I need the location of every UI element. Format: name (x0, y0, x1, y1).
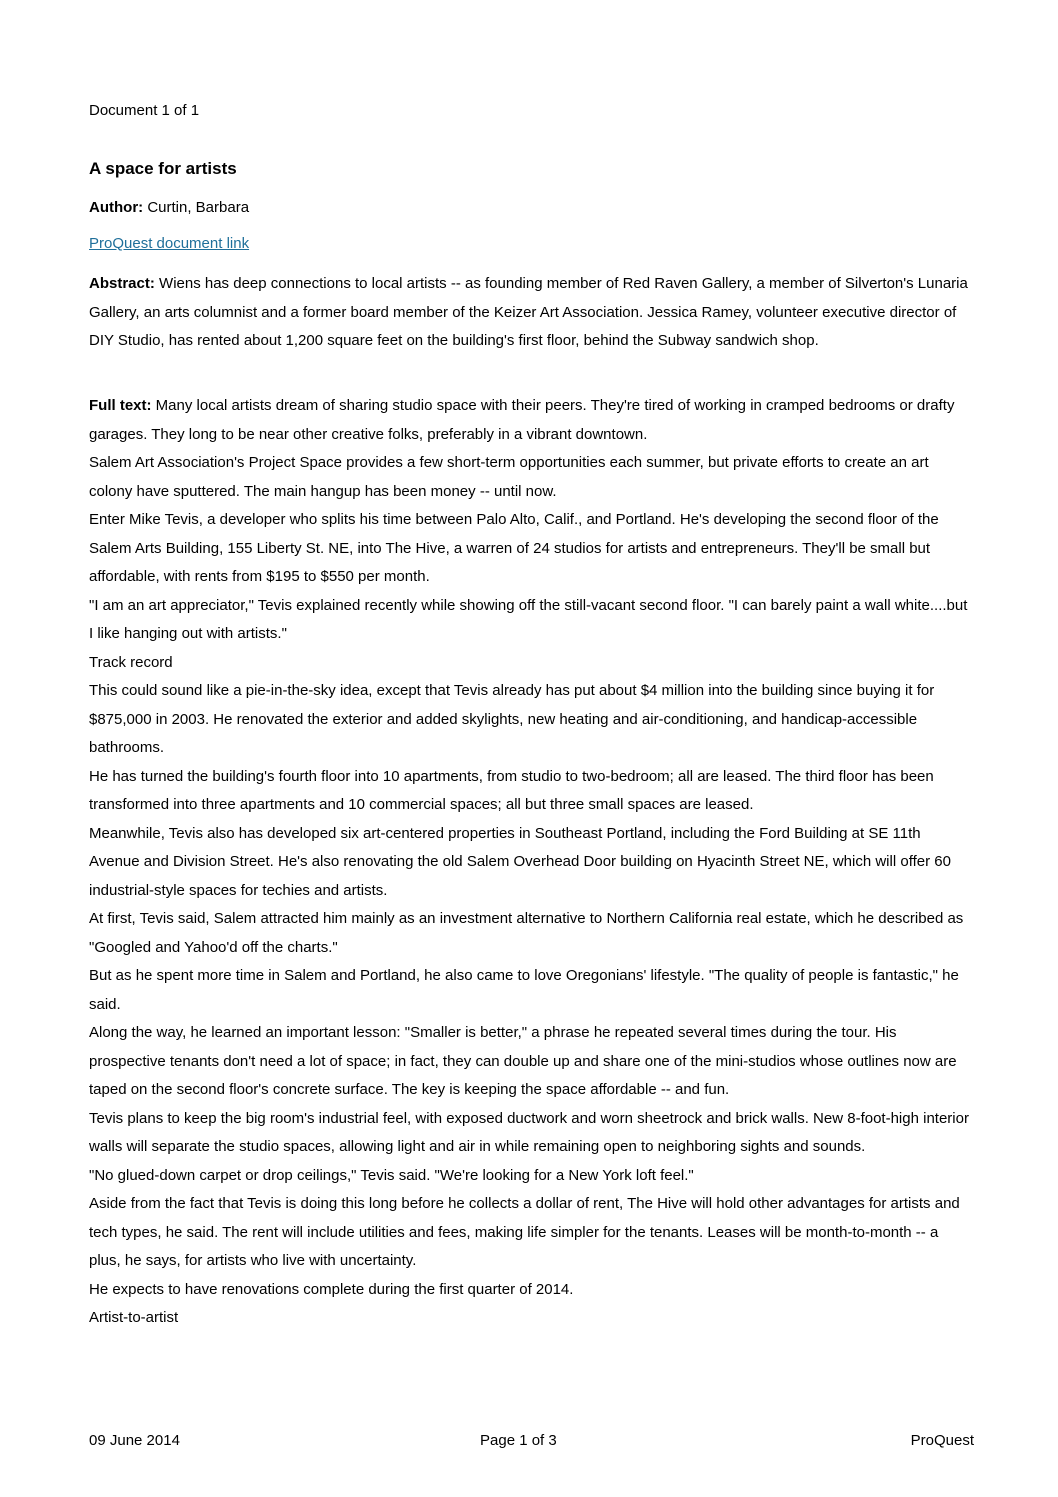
paragraph-text: Many local artists dream of sharing studio space with their peers. They're tired of working in cramped bedrooms or drafty garages. They long to be near other creative folks, preferably in a vibrant downtown. (89, 397, 955, 443)
full-text (89, 392, 974, 1333)
paragraph: Enter Mike Tevis, a developer who splits his time between Palo Alto, Calif., and Portland. He's developing the second floor of the Salem Arts Building, 155 Liberty St. NE, into The Hive, a warren of 24 studios for artists and entrepreneurs. They'll be small but affordable, with rents from $195 to $550 per month. (89, 511, 939, 585)
document-page (89, 0, 974, 1497)
paragraph (89, 392, 974, 449)
paragraph: At first, Tevis said, Salem attracted him mainly as an investment alternative to Northern California real estate, which he described as "Googled and Yahoo'd off the charts." (89, 910, 964, 956)
paragraph: Meanwhile, Tevis also has developed six art-centered properties in Southeast Portland, including the Ford Building at SE 11th Avenue and Division Street. He's also renovating the old Salem Overhead Door building on Hyacinth Street NE, which will offer 60 industrial-style spaces for techies and artists. (89, 824, 951, 899)
footer-date: 09 June 2014 (89, 1432, 180, 1449)
paragraph: But as he spent more time in Salem and Portland, he also came to love Oregonians' lifestyle. "The quality of people is fantastic," he said. (89, 967, 959, 1013)
paragraph: He expects to have renovations complete during the first quarter of 2014. (89, 1280, 574, 1298)
author-name: Curtin, Barbara (147, 199, 250, 216)
footer-page-number: Page 1 of 3 (480, 1432, 557, 1449)
abstract-label: Abstract: (89, 275, 155, 292)
paragraph: He has turned the building's fourth floor into 10 apartments, from studio to two-bedroom; all are leased. The third floor has been transformed into three apartments and 10 commercial spaces; all but three small spaces are leased. (89, 767, 934, 813)
paragraph: Aside from the fact that Tevis is doing this long before he collects a dollar of rent, The Hive will hold other advantages for artists and tech types, he said. The rent will include utilities and fees, making life simpler for the tenants. Leases will be month-to-month -- a plus, he says, for artists who live with uncertainty. (89, 1195, 960, 1269)
paragraph: Along the way, he learned an important lesson: "Smaller is better," a phrase he repeated several times during the tour. His prospective tenants don't need a lot of space; in fact, they can double up and share one of the mini-studios whose outlines now are taped on the second floor's concrete surface. The key is keeping the space affordable -- and fun. (89, 1024, 957, 1098)
article-title: A space for artists (89, 159, 237, 178)
author-label: Author: (89, 199, 144, 216)
full-text-label: Full text: (89, 397, 152, 414)
paragraph: "No glued-down carpet or drop ceilings," Tevis said. "We're looking for a New York loft feel." (89, 1166, 694, 1184)
document-count: Document 1 of 1 (89, 102, 200, 119)
paragraph: This could sound like a pie-in-the-sky idea, except that Tevis already has put about $4 million into the building since buying it for $875,000 in 2003. He renovated the exterior and added skylights, new heating and air-conditioning, and handicap-accessible bathrooms. (89, 682, 935, 756)
proquest-document-link[interactable]: ProQuest document link (89, 235, 250, 252)
author-line (89, 198, 249, 218)
paragraph: "I am an art appreciator," Tevis explained recently while showing off the still-vacant second floor. "I can barely paint a wall white....but I like hanging out with artists." (89, 596, 968, 642)
paragraph: Tevis plans to keep the big room's industrial feel, with exposed ductwork and worn sheetrock and brick walls. New 8-foot-high interior walls will separate the studio spaces, allowing light and air in while remaining open to neighboring sights and sounds. (89, 1109, 969, 1155)
footer-brand: ProQuest (910, 1432, 974, 1449)
paragraph: Salem Art Association's Project Space provides a few short-term opportunities each summer, but private efforts to create an art colony have sputtered. The main hangup has been money -- until now. (89, 454, 929, 500)
section-heading: Artist-to-artist (89, 1309, 179, 1326)
abstract (89, 270, 974, 356)
abstract-text: Wiens has deep connections to local artists -- as founding member of Red Raven Gallery, a member of Silverton's Lunaria Gallery, an arts columnist and a former board member of the Keizer Art Association. Jessica Ramey, volunteer executive director of DIY Studio, has rented about 1,200 square feet on the building's first floor, behind the Subway sandwich shop. (89, 275, 968, 349)
section-heading: Track record (89, 653, 173, 671)
